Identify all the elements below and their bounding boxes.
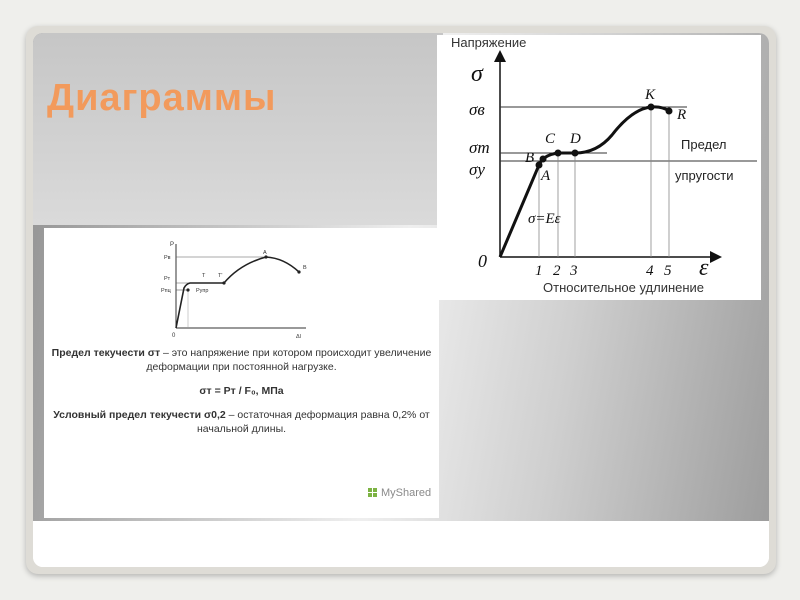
pv-label: Pв [164, 255, 171, 261]
pt-label: Pт [164, 276, 171, 282]
point-a-label: A [541, 168, 551, 184]
point-c-label: C [545, 131, 556, 147]
origin-label: 0 [172, 333, 176, 339]
conditional-yield-definition [44, 408, 439, 436]
stress-strain-panel [437, 35, 761, 300]
yield-formula-text: σт = Pт / F₀, МПа [199, 385, 284, 397]
origin-zero: 0 [478, 251, 487, 271]
t-label: T [202, 273, 206, 279]
a-label: A [263, 250, 267, 256]
watermark-text: MyShared [381, 487, 432, 499]
elastic-limit-label-2: упругости [675, 168, 734, 183]
point-k [648, 104, 655, 111]
hooke-law-label: σ=Eε [528, 211, 561, 227]
stress-strain-curve [500, 107, 669, 257]
slide-footer-area [33, 521, 769, 567]
point-r [666, 108, 673, 115]
point-c [555, 150, 562, 157]
point-d-label: D [570, 131, 581, 147]
myshared-logo-icon [368, 488, 378, 498]
stress-axis-title: Напряжение [451, 35, 527, 50]
point-t2 [222, 281, 225, 284]
conditional-yield-desc: – остаточная деформация равна 0,2% от начальной длины. [196, 409, 430, 435]
x-tick-1: 1 [535, 263, 543, 279]
yield-strength-term: Предел текучести σт [51, 347, 161, 359]
sigma-v-label: σв [469, 100, 485, 119]
sigma-t-label: σт [469, 138, 490, 157]
stress-strain-diagram [437, 35, 761, 300]
elastic-limit-label-1: Предел [681, 137, 727, 152]
point-k-label: K [645, 87, 656, 103]
point-b [297, 270, 300, 273]
point-d [572, 150, 579, 157]
epsilon-symbol: ε [699, 255, 709, 281]
point-b-label: B [525, 150, 535, 166]
strain-axis-title: Относительное удлинение [543, 280, 705, 295]
title-band [33, 33, 443, 225]
point-r-label: R [677, 107, 687, 123]
slide [33, 33, 769, 567]
load-curve [176, 257, 299, 328]
point-b [540, 156, 547, 163]
x-tick-3: 3 [570, 263, 578, 279]
ppc-label: Pпц [161, 288, 171, 294]
conditional-yield-term: Условный предел текучести σ0,2 [53, 409, 226, 421]
yield-strength-definition [44, 346, 439, 374]
sigma-u-label: σу [469, 160, 485, 179]
x-tick-2: 2 [553, 263, 561, 279]
p-axis-label: P [170, 242, 175, 248]
pup-label: Pупр [196, 288, 209, 294]
slide-title: Диаграммы [47, 77, 277, 119]
load-elongation-diagram [44, 228, 439, 346]
dl-axis-label: Δl [296, 334, 301, 340]
watermark [368, 487, 431, 499]
x-tick-5: 5 [664, 263, 672, 279]
point-ppc [186, 288, 189, 291]
yield-formula [44, 384, 439, 398]
b-label: B [303, 265, 307, 271]
yield-strength-desc: – это напряжение при котором происходит увеличение деформации при постоянной нагрузке. [146, 347, 432, 373]
t2-label: T' [218, 273, 223, 279]
yield-strength-text [44, 346, 439, 446]
x-tick-4: 4 [646, 263, 654, 279]
sigma-symbol: σ [471, 61, 483, 87]
yield-strength-panel [44, 228, 439, 518]
